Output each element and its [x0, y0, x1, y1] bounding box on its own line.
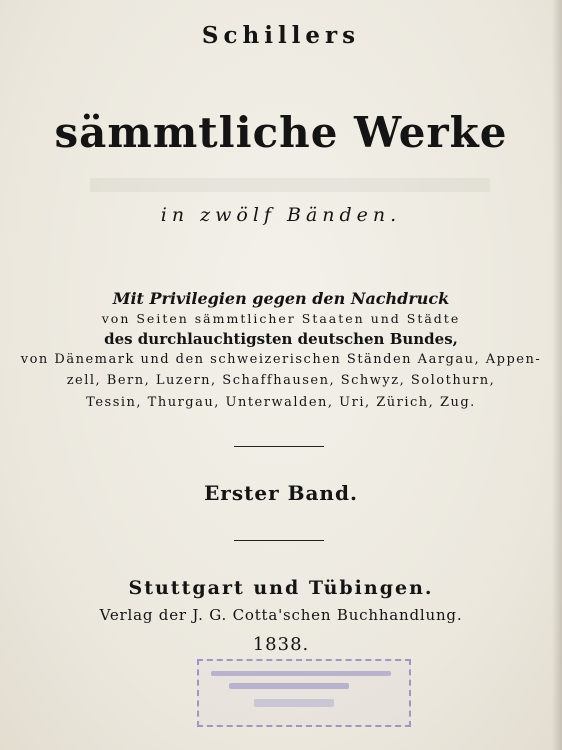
- bleed-through-shape: [70, 170, 490, 200]
- privilege-line-2: von Seiten sämmtlicher Staaten und Städte: [101, 311, 461, 326]
- stamp-ink-line-2: [229, 683, 349, 689]
- divider-rule-top: [234, 446, 324, 447]
- publication-year: 1838.: [252, 634, 310, 655]
- work-title: sämmtliche Werke: [54, 108, 508, 157]
- volume-count: in zwölf Bänden.: [160, 204, 402, 226]
- privilege-line-1: Mit Privilegien gegen den Nachdruck: [112, 289, 450, 308]
- bleed-through-text: [70, 170, 490, 206]
- privilege-line-4: von Dänemark und den schweizerischen Ständen Aargau, Appen-: [20, 352, 542, 367]
- publisher: Verlag der J. G. Cotta'schen Buchhandlung.: [99, 606, 463, 624]
- stamp-ink-line-1: [211, 671, 391, 676]
- author-name: Schillers: [201, 22, 361, 49]
- publication-place: Stuttgart und Tübingen.: [128, 577, 434, 599]
- volume-label: Erster Band.: [204, 481, 358, 505]
- privilege-line-3: des durchlauchtigsten deutschen Bundes,: [104, 330, 458, 348]
- library-stamp: [197, 659, 411, 727]
- stamp-ink-line-3: [254, 699, 334, 707]
- divider-rule-bottom: [234, 540, 324, 541]
- privilege-line-5: zell, Bern, Luzern, Schaffhausen, Schwyz, Solothurn,: [66, 373, 496, 388]
- privilege-line-6: Tessin, Thurgau, Unterwalden, Uri, Zürich, Zug.: [86, 395, 476, 410]
